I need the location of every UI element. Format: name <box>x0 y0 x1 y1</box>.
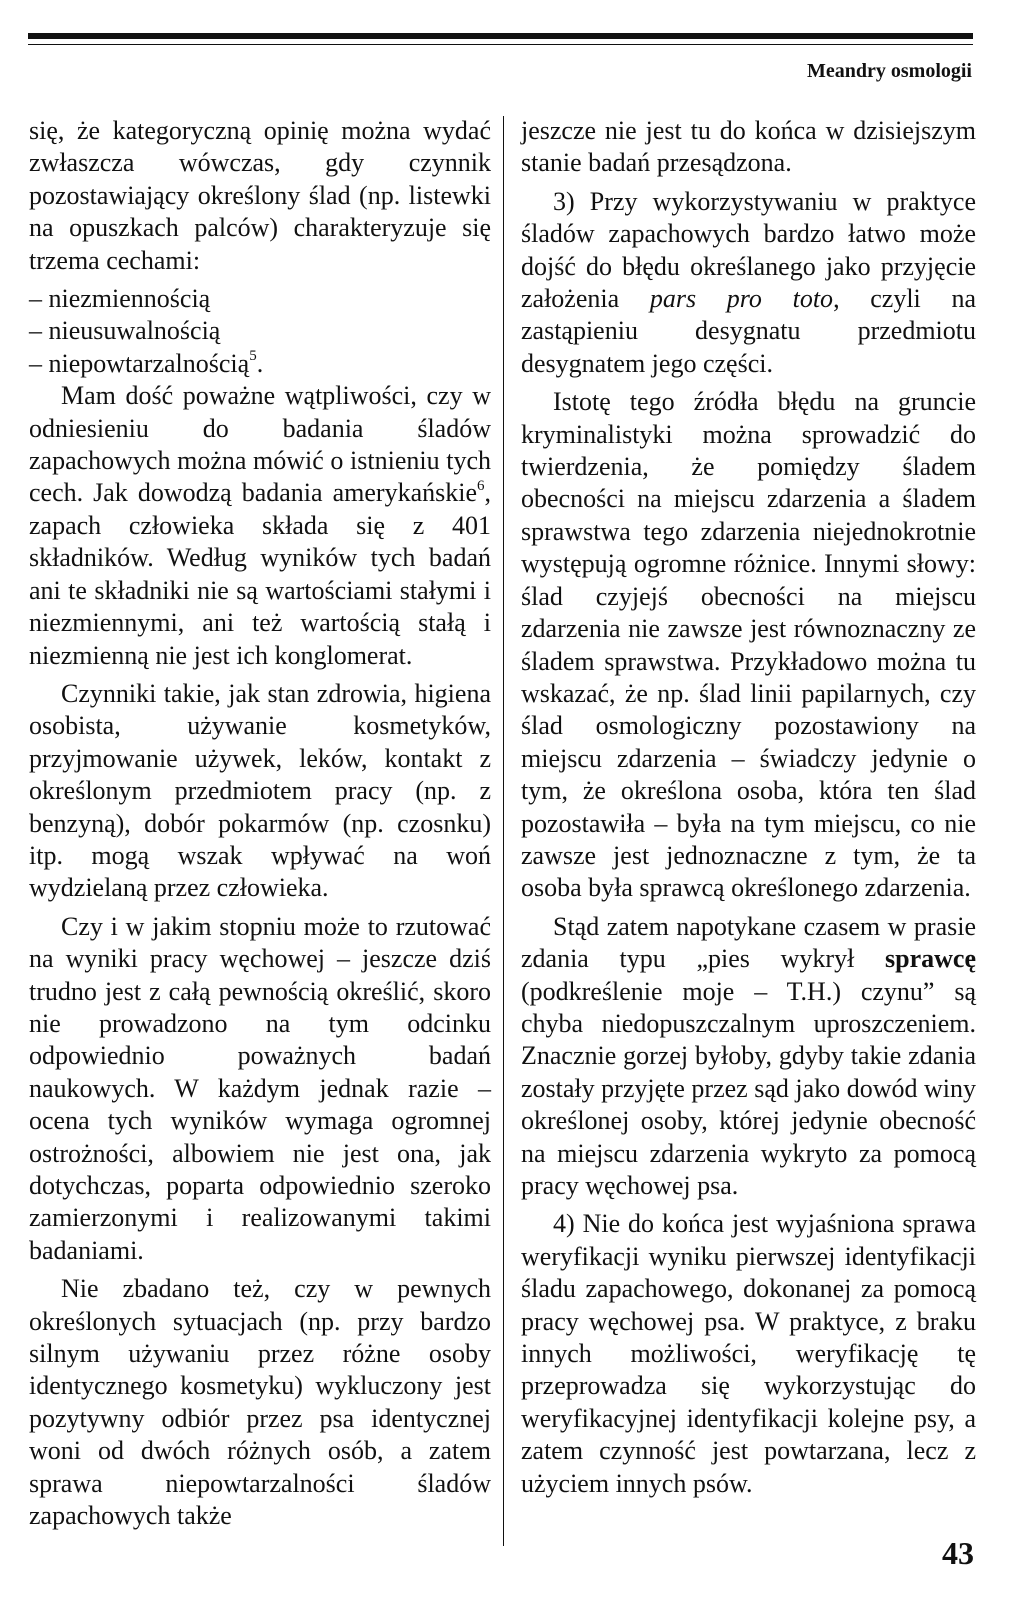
paragraph <box>521 1208 976 1500</box>
paragraph-text: (podkreślenie moje – T.H.) czynu” są chyba niedopuszczalnym uproszczeniem. Znacznie gorzej byłoby, gdyby takie zdania zostały przyjęte przez sąd jako dowód winy określonej osoby, której jedynie obecność na miejscu zdarzenia wykryto za pomocą pracy węchowej psa. <box>521 976 976 1200</box>
emphasized-word: sprawcę <box>885 944 976 974</box>
paragraph: Czynniki takie, jak stan zdrowia, higiena osobista, używanie kosmetyków, przyjmowanie używek, leków, kontakt z określonym przedmiotem pracy (np. z benzyną), dobór pokarmów (np. czosnku) itp. mogą wszak wpływać na woń wydzielaną przez człowieka. <box>29 678 491 903</box>
list-item: – niezmiennością <box>29 284 211 314</box>
list-end: . <box>256 348 264 378</box>
feature-list <box>29 283 491 380</box>
paragraph <box>521 186 976 380</box>
paragraph-text: Nie do końca jest wyjaśniona sprawa weryfikacji wyniku pierwszej identyfikacji śladu zapachowego, dokonanej za pomocą pracy węchowej psa. W praktyce, z braku innych możliwości, weryfikację tę przeprowadza się wykorzystując do weryfikacyjnej identyfikacji kolejne psy, a zatem czynność jest powtarzana, lecz z użyciem innych psów. <box>521 1209 976 1498</box>
paragraph-text: , zapach człowieka składa się z 401 składników. Według wyników tych badań ani te składniki nie są wartościami stałymi i niezmiennymi, ani też wartością stałą i niezmienną nie jest ich konglomerat. <box>29 478 491 670</box>
paragraph-text: Przy wykorzystywaniu w praktyce śladów zapachowych bardzo łatwo może dojść do błędu określanego jako przyjęcie założenia <box>521 186 976 314</box>
paragraph: Czy i w jakim stopniu może to rzutować na wyniki pracy węchowej – jeszcze dziś trudno jest z całą pewnością określić, skoro nie prowadzono na tym odcinku odpowiednio poważnych badań naukowych. W każdym jednak razie – ocena tych wyników wymaga ogromnej ostrożności, albowiem nie jest ona, jak dotychczas, poparta odpowiednio szeroko zamierzonymi i realizowanymi takimi badaniami. <box>29 911 491 1265</box>
header-rule-thick <box>28 33 973 39</box>
paragraph: jeszcze nie jest tu do końca w dzisiejszym stanie badań przesądzona. <box>521 116 976 178</box>
page-number: 43 <box>942 1535 974 1571</box>
paragraph <box>521 911 976 1203</box>
footnote-ref: 6 <box>477 477 485 494</box>
paragraph-text: Stąd zatem napotykane czasem w prasie zdania typu „pies wykrył <box>521 911 976 974</box>
latin-phrase: pars pro toto <box>649 284 834 314</box>
list-item <box>29 348 491 380</box>
point-number: 4) <box>553 1209 575 1239</box>
list-item-text: – niepowtarzalnością <box>29 348 250 378</box>
paragraph <box>29 380 491 672</box>
right-column <box>521 115 976 1506</box>
running-header: Meandry osmologii <box>807 60 972 82</box>
paragraph: Nie zbadano też, czy w pewnych określonych sytuacjach (np. przy bardzo silnym używaniu przez różne osoby identycznego kosmetyku) wykluczony jest pozytywny odbiór przez psa identycznej woni od dwóch różnych osób, a zatem sprawa niepowtarzalności śladów zapachowych także <box>29 1274 491 1531</box>
column-divider <box>503 116 504 1546</box>
list-item: – nieusuwalnością <box>29 316 221 346</box>
paragraph-text: , czyli na zastąpieniu desygnatu przedmiotu desygnatem jego części. <box>521 284 976 378</box>
point-number: 3) <box>553 186 575 216</box>
paragraph: się, że kategoryczną opinię można wydać zwłaszcza wówczas, gdy czynnik pozostawiający określony ślad (np. listewki na opuszkach palców) charakteryzuje się trzema cechami: <box>29 116 491 275</box>
left-column <box>29 115 491 1538</box>
paragraph: Istotę tego źródła błędu na gruncie kryminalistyki można sprowadzić do twierdzenia, że pomiędzy śladem obecności na miejscu zdarzenia a śladem sprawstwa tego zdarzenia niejednokrotnie występują ogromne różnice. Innymi słowy: ślad czyjejś obecności na miejscu zdarzenia nie zawsze jest równoznaczny ze śladem sprawstwa. Przykładowo można tu wskazać, że np. ślad linii papilarnych, czy ślad osmologiczny pozostawiony na miejscu zdarzenia – świadczy jedynie o tym, że określona osoba, która ten ślad pozostawiła – była na tym miejscu, co nie zawsze jest jednoznaczne z tym, że ta osoba była sprawcą określonego zdarzenia. <box>521 387 976 903</box>
footnote-ref: 5 <box>249 348 257 365</box>
header-rule-thin <box>28 44 973 45</box>
paragraph-text: Mam dość poważne wątpliwości, czy w odniesieniu do badania śladów zapachowych można mówić o istnieniu tych cech. Jak dowodzą badania amerykańskie <box>29 381 491 508</box>
